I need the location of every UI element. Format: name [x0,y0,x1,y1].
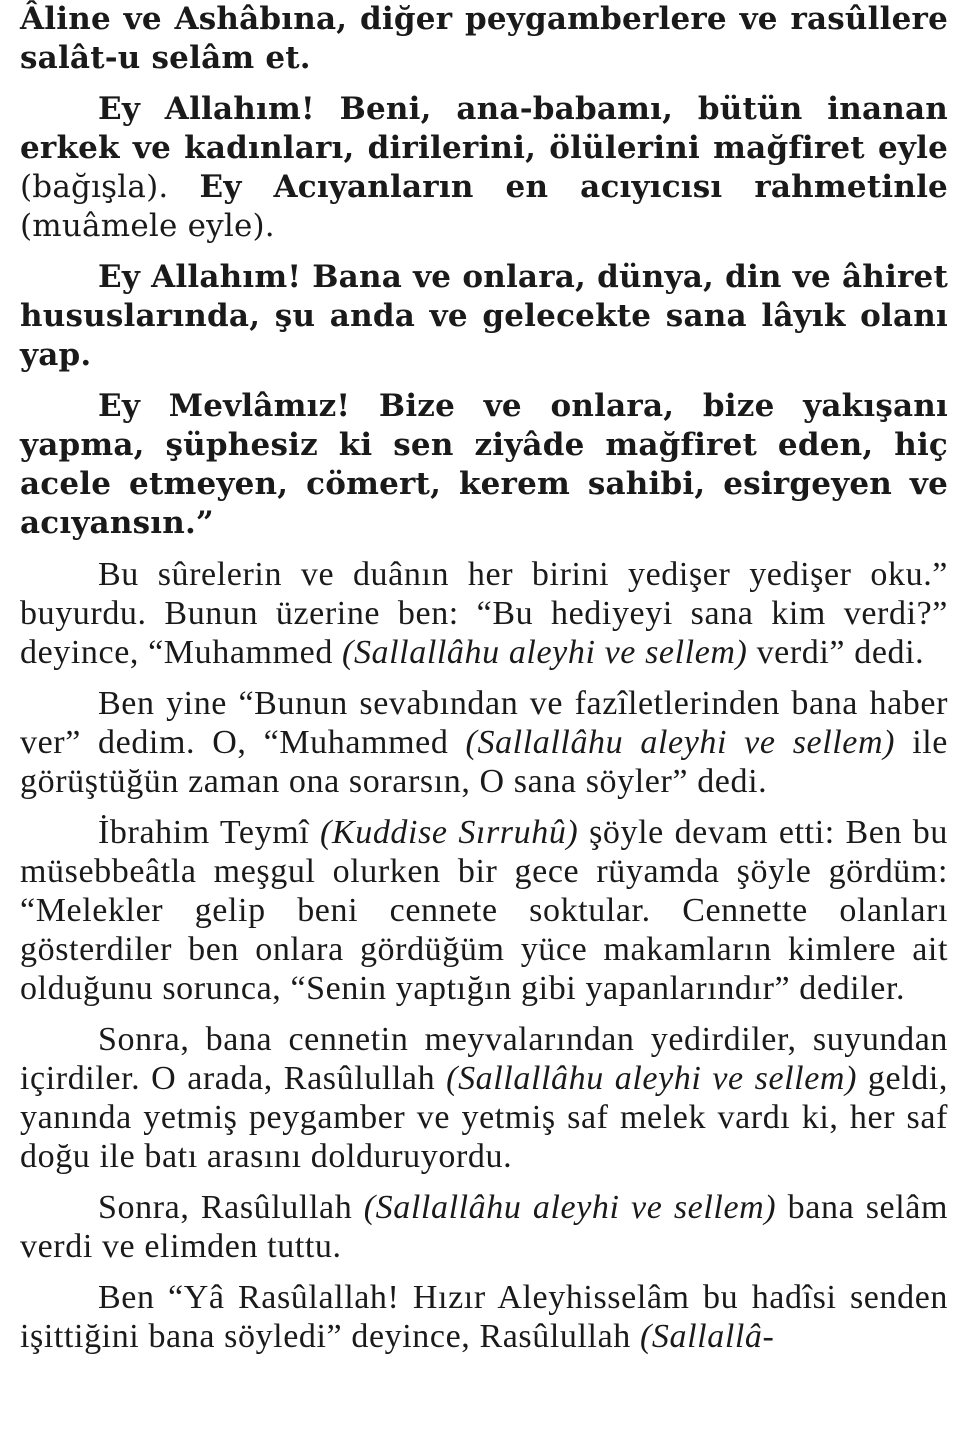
honorific-italic: (Sallallâ- [640,1318,775,1355]
paragraph-4 [20,387,948,543]
text-segment: Âline ve Ashâbına, diğer peygamberlere ve rasûllere salât-u selâm et. [20,1,948,76]
text-segment: İbrahim Teymî [98,814,321,851]
text-segment: şöyle devam etti: Ben bu müsebbeâtla meşgul olurken bir gece rüyamda şöyle gördüm: “Melekler gelip beni cennete soktular. Cennette olanları gösterdiler ben onlara gördüğüm yüce makamların kimlere ait olduğunu sorunca, “Senin yaptığın gibi yapanlarındır” dediler. [20,814,948,1007]
text-segment: verdi” dedi. [747,634,925,671]
paragraph-2 [20,90,948,246]
text-segment: Bu sûrelerin ve duânın her birini yedişer yedişer oku.” buyurdu. Bunun üzerine ben: “Bu hediyeyi sana kim verdi?” deyince, “Muhammed [20,556,948,671]
paragraph-8 [20,1020,948,1176]
text-segment: Ey Allahım! Bana ve onlara, dünya, din ve âhiret hususlarında, şu anda ve gelecekte sana lâyık olanı yap. [20,259,948,373]
paragraph-6 [20,684,948,801]
text-segment: Ey Acıyanların en acıyıcısı rahmetinle [199,169,948,205]
honorific-italic: (Sallallâhu aleyhi ve sellem) [342,634,748,671]
paragraph-9 [20,1188,948,1266]
paragraph-7 [20,813,948,1008]
paragraph-1 [20,0,948,78]
honorific-italic: (Kuddise Sırruhû) [320,814,579,851]
text-segment: Ben “Yâ Rasûlallah! Hızır Aleyhisselâm bu hadîsi senden işittiğini bana söyledi” deyince, Rasûlullah [20,1279,948,1355]
text-segment: Sonra, bana cennetin meyvalarından yedirdiler, suyundan içirdiler. O arada, Rasûlullah [20,1021,948,1097]
text-segment: Ey Mevlâmız! Bize ve onlara, bize yakışanı yapma, şüphesiz ki sen ziyâde mağfiret eden, hiç acele etmeyen, cömert, kerem sahibi, esirgeyen ve acıyansın.” [20,388,948,541]
text-segment: Ey Allahım! Beni, ana-babamı, bütün inanan erkek ve kadınları, dirilerini, ölülerini mağfiret eyle [20,91,948,166]
text-segment: ile görüştüğün zaman ona sorarsın, O sana söyler” dedi. [20,724,948,800]
text-segment: Sonra, Rasûlullah [98,1189,364,1226]
text-segment: geldi, yanında yetmiş peygamber ve yetmiş saf melek vardı ki, her saf doğu ile batı arasını dolduruyordu. [20,1060,948,1175]
paragraph-10 [20,1278,948,1356]
text-segment: (bağışla). [20,169,200,205]
text-segment: (muâmele eyle). [20,208,275,244]
paragraph-3 [20,258,948,375]
honorific-italic: (Sallallâhu aleyhi ve sellem) [446,1060,857,1097]
honorific-italic: (Sallallâhu aleyhi ve sellem) [363,1189,777,1226]
text-segment: bana selâm verdi ve elimden tuttu. [20,1189,949,1265]
honorific-italic: (Sallallâhu aleyhi ve sellem) [465,724,896,761]
text-segment: Ben yine “Bunun sevabından ve fazîletlerinden bana haber ver” dedim. O, “Muhammed [20,685,948,761]
paragraph-5 [20,555,948,672]
